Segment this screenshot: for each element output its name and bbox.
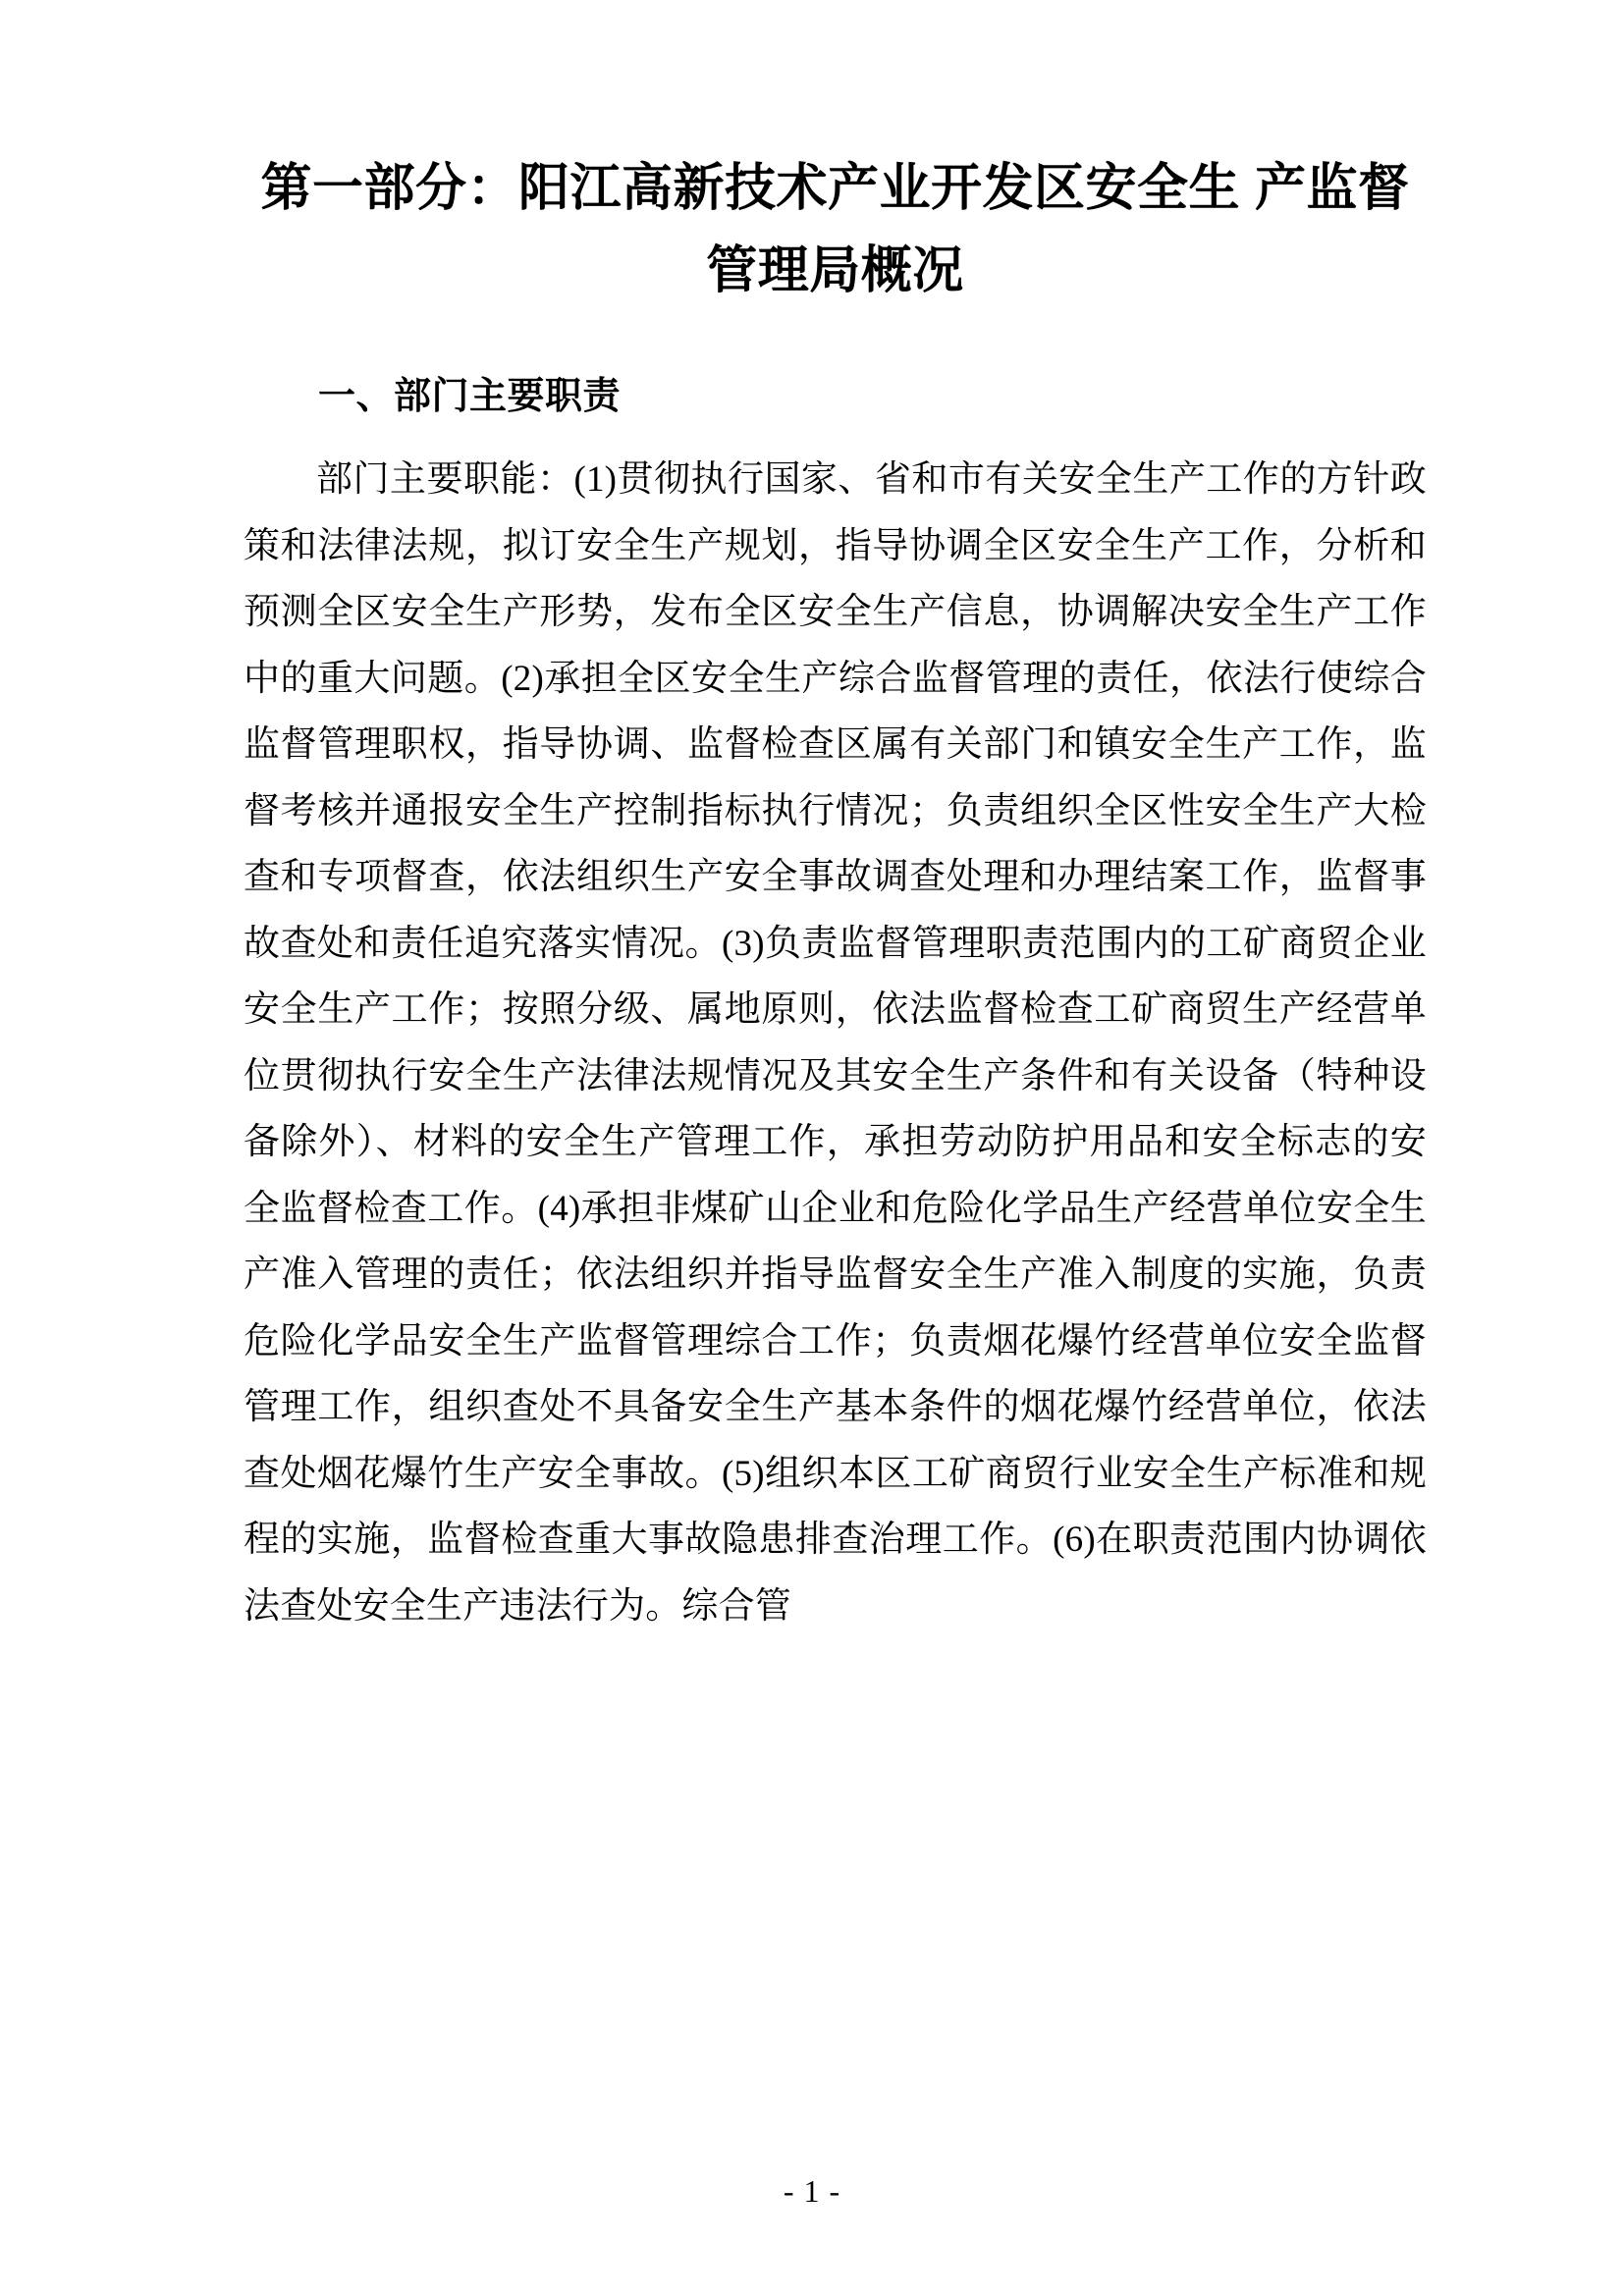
section-heading-responsibilities: 一、部门主要职责 bbox=[318, 376, 622, 418]
page-title bbox=[244, 147, 1427, 312]
page-title-line-1: 第一部分：阳江高新技术产业开发区安全生 bbox=[260, 160, 1241, 217]
page-number-footer: - 1 - bbox=[783, 2173, 841, 2209]
page-title-line-2: 产监督管理局概况 bbox=[706, 160, 1410, 300]
page-content bbox=[244, 147, 1427, 1639]
body-paragraph-responsibilities: 部门主要职能：(1)贯彻执行国家、省和市有关安全生产工作的方针政策和法律法规，拟订安全生产规划，指导协调全区安全生产工作，分析和预测全区安全生产形势，发布全区安全生产信息，协调解决安全生产工作中的重大问题。(2)承担全区安全生产综合监督管理的责任，依法行使综合监督管理职权，指导协调、监督检查区属有关部门和镇安全生产工作，监督考核并通报安全生产控制指标执行情况；负责组织全区性安全生产大检查和专项督查，依法组织生产安全事故调查处理和办理结案工作，监督事故查处和责任追究落实情况。(3)负责监督管理职责范围内的工矿商贸企业安全生产工作；按照分级、属地原则，依法监督检查工矿商贸生产经营单位贯彻执行安全生产法律法规情况及其安全生产条件和有关设备（特种设备除外）、材料的安全生产管理工作，承担劳动防护用品和安全标志的安全监督检查工作。(4)承担非煤矿山企业和危险化学品生产经营单位安全生产准入管理的责任；依法组织并指导监督安全生产准入制度的实施，负责危险化学品安全生产监督管理综合工作；负责烟花爆竹经营单位安全监督管理工作，组织查处不具备安全生产基本条件的烟花爆竹经营单位，依法查处烟花爆竹生产安全事故。(5)组织本区工矿商贸行业安全生产标准和规程的实施，监督检查重大事故隐患排查治理工作。(6)在职责范围内协调依法查处安全生产违法行为。综合管 bbox=[244, 459, 1427, 1627]
